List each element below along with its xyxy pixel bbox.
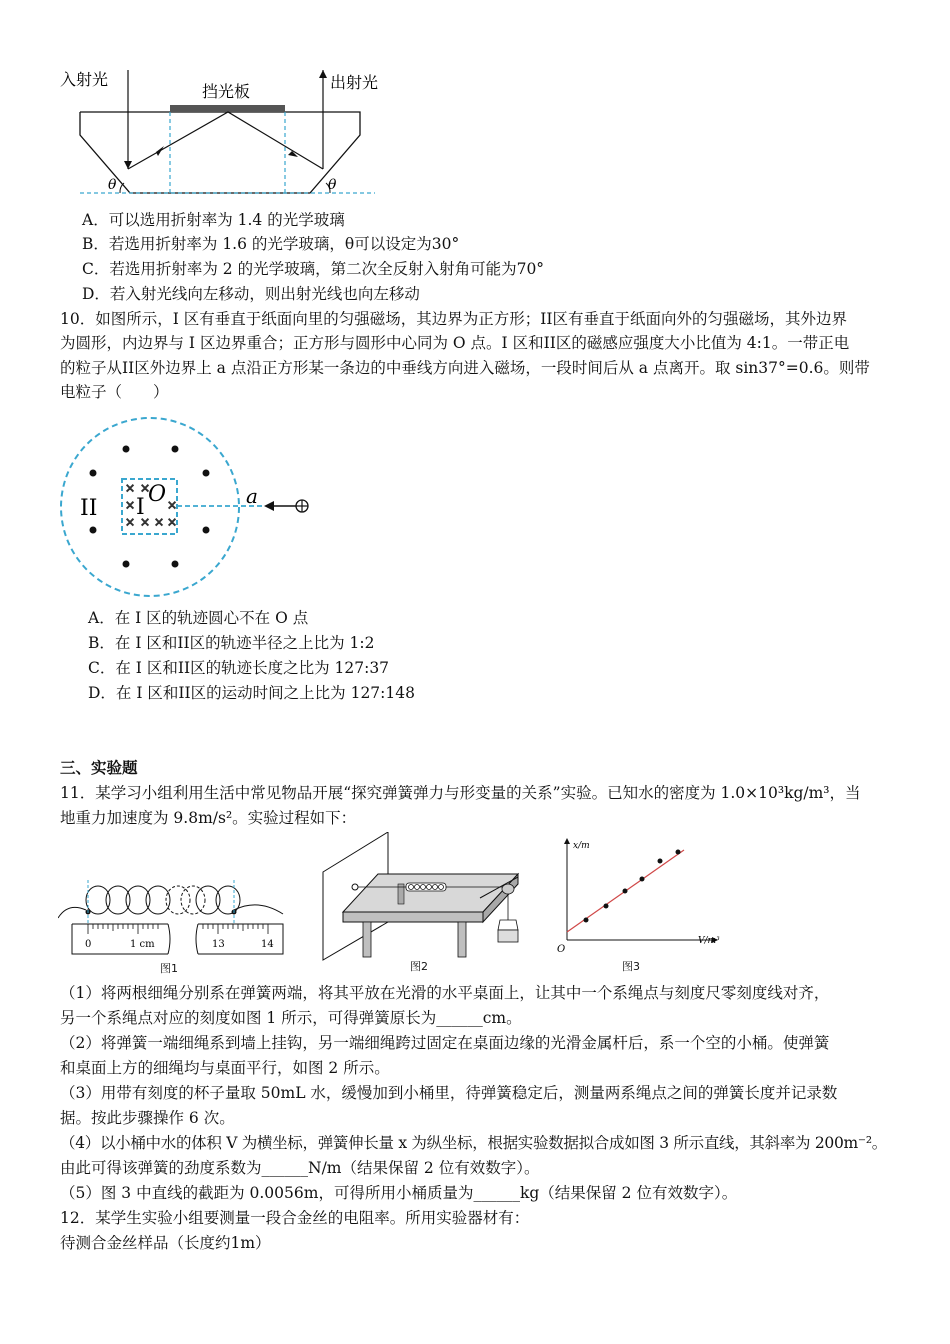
svg-text:×: × (125, 498, 136, 512)
q11-line-1: 11．某学习小组利用生活中常见物品开展“探究弹簧弹力与形变量的关系”实验。已知水的密度为 1.0×10³kg/m³，当 (60, 784, 861, 802)
y-axis-label: x/m (573, 841, 590, 851)
svg-text:×: × (140, 515, 151, 529)
q12-line-1: 12．某学生实验小组要测量一段合金丝的电阻率。所用实验器材有： (60, 1209, 530, 1227)
exit-label: 出射光 (330, 73, 379, 92)
x-axis-label: V/m³ (698, 936, 720, 946)
fig3-graph (552, 836, 732, 956)
q11-step4-line1: （4）以小桶中水的体积 V 为横坐标，弹簧伸长量 x 为纵坐标，根据实验数据拟合成如图 3 所示直线，其斜率为 200m⁻²。 (60, 1134, 887, 1152)
q10-option-b: B．在 I 区和II区的轨迹半径之上比为 1:2 (88, 634, 375, 652)
incident-label: 入射光 (60, 70, 109, 89)
q11-line-2: 地重力加速度为 9.8m/s²。实验过程如下： (60, 809, 357, 827)
fig1-spring-ruler (58, 880, 293, 960)
shield-plate (170, 105, 285, 112)
q10-line-3: 的粒子从II区外边界上 a 点沿正方形某一条边的中垂线方向进入磁场，一段时间后从 a 点离开。取 sin37°=0.6。则带 (60, 359, 870, 377)
q10-line-2: 为圆形，内边界与 I 区边界重合；正方形与圆形中心同为 O 点。I 区和II区的磁感应强度大小比值为 4:1。一带正电 (60, 334, 850, 352)
q11-step2-line2: 和桌面上方的细绳均与桌面平行，如图 2 所示。 (60, 1059, 390, 1077)
ruler-0: 0 (85, 939, 92, 950)
q12-line-2: 待测合金丝样品（长度约1m） (60, 1234, 271, 1252)
fig2-table-setup (318, 832, 528, 962)
fig2-label: 图2 (410, 960, 428, 973)
q11-step2-line1: （2）将弹簧一端细绳系到墙上挂钩，另一端细绳跨过固定在桌面边缘的光滑金属杆后，系一个空的小桶。使弹簧 (60, 1034, 830, 1052)
center-o-label: O (148, 482, 167, 507)
svg-text:×: × (154, 515, 165, 529)
origin-label: O (557, 944, 566, 955)
q10-option-c: C．在 I 区和II区的轨迹长度之比为 127:37 (88, 659, 390, 677)
q11-step3-line2: 据。按此步骤操作 6 次。 (60, 1109, 235, 1127)
ruler-1cm: 1 cm (130, 939, 155, 950)
svg-text:×: × (167, 498, 178, 512)
q11-step5: （5）图 3 中直线的截距为 0.0056m，可得所用小桶质量为______kg（结果保留 2 位有效数字）。 (60, 1184, 738, 1202)
q11-step1-line1: （1）将两根细绳分别系在弹簧两端，将其平放在光滑的水平桌面上，让其中一个系绳点与刻度尺零刻度线对齐， (60, 984, 830, 1002)
q10-option-d: D．在 I 区和II区的运动时间之上比为 127:148 (88, 684, 415, 702)
point-a-label: a (246, 484, 258, 508)
q10-line-1: 10．如图所示，I 区有垂直于纸面向里的匀强磁场，其边界为正方形；II区有垂直于纸面向外的匀强磁场，其外边界 (60, 310, 848, 328)
q10-option-a: A．在 I 区的轨迹圆心不在 O 点 (88, 609, 309, 627)
prism-outline (80, 112, 360, 193)
ruler-13: 13 (212, 939, 225, 950)
q9-option-c: C．若选用折射率为 2 的光学玻璃，第二次全反射入射角可能为70° (82, 260, 545, 278)
section-3-title: 三、实验题 (60, 758, 138, 777)
q11-step1-line2: 另一个系绳点对应的刻度如图 1 所示，可得弹簧原长为______cm。 (60, 1009, 522, 1027)
q11-step3-line1: （3）用带有刻度的杯子量取 50mL 水，缓慢加到小桶里，待弹簧稳定后，测量两系绳点之间的弹簧长度并记录数 (60, 1084, 838, 1102)
q11-step4-line2: 由此可得该弹簧的劲度系数为______N/m（结果保留 2 位有效数字）。 (60, 1159, 540, 1177)
field-figure (58, 415, 323, 605)
svg-text:×: × (167, 515, 178, 529)
shield-label: 挡光板 (202, 82, 251, 101)
prism-figure (60, 65, 390, 200)
q9-option-b: B．若选用折射率为 1.6 的光学玻璃，θ可以设定为30° (82, 235, 460, 253)
theta-right: θ (328, 177, 337, 193)
region-2-label: II (80, 496, 98, 521)
svg-text:×: × (140, 481, 151, 495)
internal-ray (128, 112, 323, 169)
fig1-label: 图1 (160, 962, 178, 975)
theta-left: θ (108, 177, 117, 193)
fig3-label: 图3 (622, 960, 640, 973)
q10-line-4: 电粒子（ ） (60, 383, 169, 401)
region-1-label: I (136, 495, 145, 520)
svg-text:×: × (125, 515, 136, 529)
q9-option-d: D．若入射光线向左移动，则出射光线也向左移动 (82, 285, 420, 303)
q9-option-a: A．可以选用折射率为 1.4 的光学玻璃 (82, 211, 345, 229)
ruler-14: 14 (261, 939, 274, 950)
particle-arrow (264, 501, 274, 511)
svg-text:×: × (125, 481, 136, 495)
